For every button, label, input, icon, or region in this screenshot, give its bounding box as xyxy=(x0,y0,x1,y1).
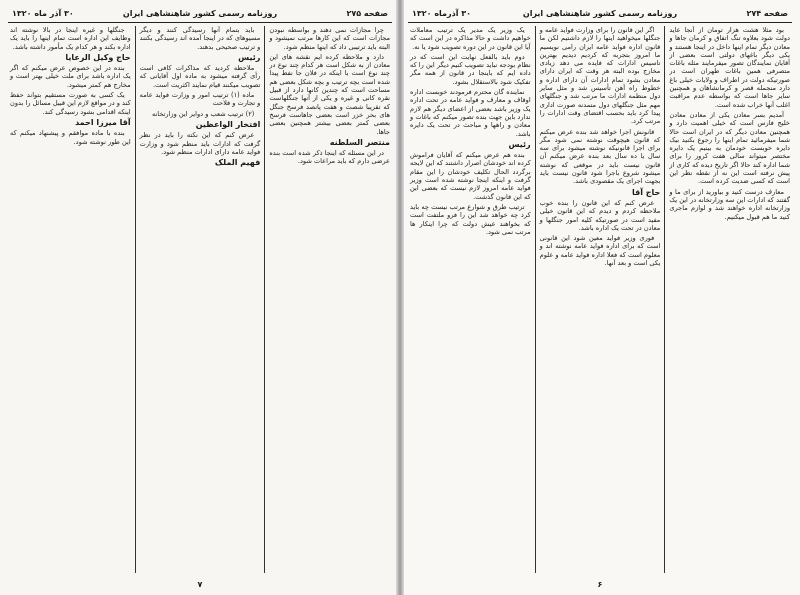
paragraph: (۲) ترتیب شعب و دوایر این وزارتخانه xyxy=(151,109,255,118)
text-column xyxy=(535,26,665,573)
paragraph: بنده با ماده موافقم و پیشنهاد میکنم که این طور نوشته شود. xyxy=(9,129,131,146)
paragraph: قانونش اجرا خواهد شد بنده عرض میکنم که قانون هیچوقت نوشته نمی شود مگر برای اجرا قانونیکه نوشته میشود برای سه سال یا ده سال بعد بنده عرض میکنم آن قانون نیست باید در موقعی که نوشته میشود شروع باجرا شود قانون نیست باید بجهت اجرای یک مقصودی باشد. xyxy=(539,127,661,186)
text-column xyxy=(135,26,265,573)
paragraph: معارف درست کنید و بیاورید از برای ما و گفتند که ادارات این سه وزارتخانه در این یک وزارتخانه اداره خواهند شد و لوازم ماجری کنید ما هم قبول میکنیم. xyxy=(669,187,790,221)
paragraph: دارد و ملاحظه کرده ایم نقشه های این معادن از به شکل است هر کدام چند نوع در چند نوع است با اینکه در فلان جا نفط پیدا شده است بچه ترتیب و بچه شکل بعضی هم مساحت است که چندین کانها دارد از قبیل نقره کانی و غیره و یکی از آنها جنگلهاست که تقریبا شصت و هفت پانصد فرسخ جنگل های بحر خزر است بعضی جاهاست فرسخ بعضی کمتر بعضی بیشتر همچنین بعضی جاها. xyxy=(269,52,390,136)
page-header xyxy=(8,8,392,23)
paragraph: بود مثلا هشت هزار تومان از آنجا عاید دولت شود بعلاوه تنگ اتفاق و کرمان جاها و معادن دیگر تمام اینها داخل در اینجا هستند و یکی دیگر باغهای دولتی است بعضی از آقایان نمایندگان تصور میفرمایند مثله باغات متصرفی همین باغات طهران است در صورتیکه دولت در اطراف و ولایات خیلی باغ دارد منجمله قصر و کرمانشاهان و همچنین سایر جاها است که بواسطه عدم مراقبت اغلب آنها خراب شده است. xyxy=(669,26,790,109)
text-columns xyxy=(406,26,794,573)
text-column xyxy=(664,26,794,573)
speaker-heading: افتخار الواعظین xyxy=(195,119,261,129)
issue-date: ۳۰ آذرماه ۱۳۲۰ xyxy=(412,9,471,18)
page-number-label: صفحه ۲۷۵ xyxy=(346,9,388,18)
speaker-heading: رئیس xyxy=(508,139,531,149)
paragraph: نماینده گان محترم فرمودند خوبست اداره اوقاف و معارف و فواید عامه در تحت اداره یک وزیر باشد بعضی از اعضای دیگر هم لازم ندارد باین جهت بنده تصور میکنم که باغات و معادن و راهها و مباحث در تحت یک دایره باشد. xyxy=(409,88,531,138)
paragraph: ترتیب طرق و شوارع مرتب نیست چه باید کرد چه خواهد شد این را فرو ملتفت است که بخواهند عیش دولت که چرا اینکار ها مرتب نمی شود. xyxy=(409,202,531,236)
paragraph: در این مسئله که اینجا ذکر شده است بنده عرضی دارم که باید مراعات شود. xyxy=(269,149,390,166)
paragraph: یک کسی به صورت مستقیم بتواند حفظ کند و در مواقع لازم این قبیل مسائل را بدون اینکه اقدامی بشود رسیدگی کند. xyxy=(9,91,131,116)
footer-page-number: ۷ xyxy=(197,580,203,589)
speaker-heading: آقا میرزا احمد xyxy=(75,117,131,127)
paragraph: یک وزیر یک مدیر یک ترتیب معاملات خواهیم داشت و حالا مذاکره در این است که آیا این قانون در این دوره تصویب شود یا نه. xyxy=(409,26,531,51)
paragraph: جنگلها و غیره اینجا در بالا نوشته اند وظایف این اداره است تمام اینها را باید یک اداره بکند و هر کدام یک مأمور داشته باشد. xyxy=(9,26,131,51)
paragraph: ماده (۱) ترتیب امور و وزارت فواید عامه و تجارت و فلاحت xyxy=(139,91,261,108)
speaker-heading: فهیم الملک xyxy=(214,158,261,168)
paragraph: بنده هم عرض میکنم که آقایان فراموش کرده اند خودشان اصرار داشتند که این لایحه برگردد الحال تکلیف خودشان را این مقام گرفت و اینکه اینجا نوشته شده است وزیر فواید عامه امروز لازم نیست که بعضی این که این قانون گذشت. xyxy=(409,151,531,201)
speaker-heading: حاج آقا xyxy=(632,187,661,197)
paragraph: بنده در این خصوص عرض میکنم که اگر یک اداره باشد برای ملت خیلی بهتر است و مخارج هم کمتر میشود. xyxy=(9,64,131,89)
paragraph: عرض کنم که این قانون را بنده خوب ملاحظه کردم و دیدم که این قانون خیلی مفید است در صورتیکه کلیه امور جنگلها و معادن در تحت یک اداره باشد. xyxy=(539,198,661,232)
text-column xyxy=(406,26,535,573)
paragraph: آمدیم بسر معادن یکی از معادن معادن خلیج فارس است که خیلی اهمیت دارد و همچنین معادن دیگر که در ایران است حالا شما میفرمائید تمام اینها را رجوع بکنید بیک دایره خوبست خودمان به بینیم یک دایره مختصر میتواند سالی هفت کرور را برای شما اداره کند حالا اگر تاریخ دیده که کاری از پیش نرفته است این نه از نقطه نظر این است که کسی ضدیت کرده است. xyxy=(669,110,790,186)
paragraph: باید بتمام آنها رسیدگی کنند و دیگر مسیوهای که در اینجا آمده اند رسیدگی بکنند و ترتیب صحیحی بدهند. xyxy=(139,26,261,51)
newspaper-title: روزنامه رسمی کشور شاهنشاهی ایران xyxy=(522,9,678,18)
paragraph: دوم باید بالفعل نهایت این است که در نظام بودجه نباید تصویب کنیم دیگر این را که داده ایم که باینجا در قانون از همه مگر تفکیک شود بالاستقلال بشود. xyxy=(409,52,531,86)
page-gutter xyxy=(396,0,404,595)
speaker-heading: منتصر السلطنه xyxy=(329,137,390,147)
speaker-heading: رئیس xyxy=(238,52,261,62)
speaker-heading: حاج وکیل الرعایا xyxy=(65,52,131,62)
paragraph: عرض کنم که این نکته را باید در نظر گرفت که ادارات باید منظم شود و وزارت فواید عامه دارای ادارات منظم شود. xyxy=(139,131,261,156)
paragraph: اگر این قانون را برای وزارت فواید عامه و جنگلها میخواهید اینها را لازم داشتیم لکن ما قانون اداره فواید عامه ایران رامی نویسیم ما امروز بتجربه که کردیم دیدیم بهترین تاسیس ادارات که فایده می دهد زیادی مخارج بوده البته هر وقت که ایران دارای معادن بشود تمام ادارات آن دارای اداره و خطوط راه آهن تأسیس شد و مثل سایر دول منظمه ادارات ما مرتب شد و جنگلهای مهم مثل جنگلهای دول متمدنه صورت اداری پیدا کرد باید بحسب اقتضای وقت ادارات را مرتب کرد. xyxy=(539,26,661,126)
footer-page-number: ۶ xyxy=(597,580,603,589)
paragraph: چرا مجازات نمی دهند و بواسطه نبودن مجازات است که این کارها مرتب نمیشود و البته باید ترتیبی داد که اینها منظم شود. xyxy=(269,26,390,51)
text-column xyxy=(264,26,394,573)
paragraph: ملاحظه کردید که مذاکرات کافی است رأی گرفته میشود به ماده اول آقایانی که تصویب میکنند قیام نمایند اکثریت است. xyxy=(139,64,261,89)
page-header xyxy=(408,8,792,23)
paragraph: فوری وزیر فواید معین شود این قانونی است که برای اداره فواید عامه نوشته اند و معلوم است که فعلا اداره فواید عامه و علوم یکی است و بعد آنها. xyxy=(539,234,661,268)
right-page xyxy=(400,0,800,595)
text-columns xyxy=(6,26,394,573)
text-column xyxy=(6,26,135,573)
newspaper-title: روزنامه رسمی کشور شاهنشاهی ایران xyxy=(122,9,278,18)
issue-date: ۳۰ آذر ماه ۱۳۲۰ xyxy=(12,9,74,18)
page-number-label: صفحه ۲۷۴ xyxy=(746,9,788,18)
